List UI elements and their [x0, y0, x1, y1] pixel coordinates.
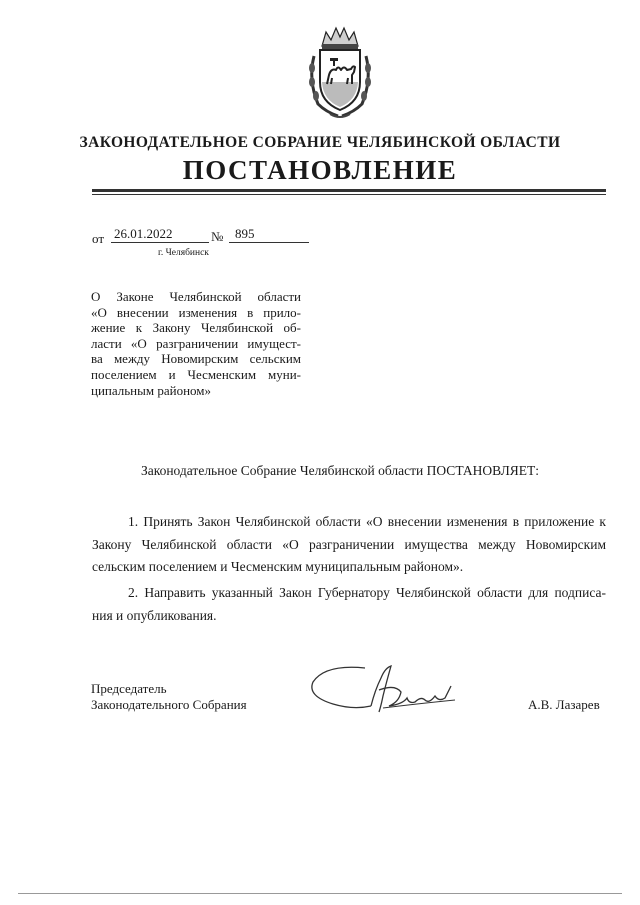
header-rule-thick [92, 189, 606, 192]
subject-line: жение к Закону Челябинской об- [91, 320, 301, 336]
item-line: ния и опубликования. [92, 607, 217, 623]
signatory-title-line: Председатель [91, 681, 167, 696]
handwritten-signature-icon [305, 660, 475, 718]
item-line: 2. Направить указанный Закон Губернатору Челябинской области для подписа- [128, 585, 606, 600]
decree-statement: Законодательное Собрание Челябинской области ПОСТАНОВЛЯЕТ: [140, 463, 540, 478]
resolution-item-1 [92, 511, 606, 579]
footer-rule [18, 893, 622, 894]
header-rule-thin [92, 194, 606, 195]
number-sign: № [211, 229, 224, 244]
item-line: Закону Челябинской области «О разграничении имущества между Новомирским [92, 536, 606, 552]
subject-line: поселением и Чесменским муни- [91, 366, 301, 382]
subject-line: О Законе Челябинской области [91, 289, 301, 304]
document-number: 895 [229, 226, 309, 243]
item-line: 1. Принять Закон Челябинской области «О внесении изменения в приложение к [128, 514, 606, 529]
resolution-item-2 [92, 582, 606, 627]
subject-line: ласти «О разграничении имущест- [91, 335, 301, 351]
signatory-name: А.В. Лазарев [528, 697, 600, 712]
document-type-title: ПОСТАНОВЛЕНИЕ [182, 155, 458, 185]
document-subject [91, 289, 301, 398]
city-label: г. Челябинск [158, 248, 209, 258]
organization-name: ЗАКОНОДАТЕЛЬНОЕ СОБРАНИЕ ЧЕЛЯБИНСКОЙ ОБЛАСТИ [79, 134, 561, 151]
date-prefix: от [92, 231, 105, 246]
subject-line: ципальным районом» [91, 382, 212, 398]
subject-line: ва между Новомирским сельским [91, 351, 301, 367]
subject-line: «О внесении изменения в прило- [91, 304, 301, 320]
signatory-title-line: Законодательного Собрания [91, 697, 247, 712]
item-line: сельским поселением и Чесменским муниципальным районом». [92, 559, 464, 574]
document-date: 26.01.2022 [111, 226, 209, 243]
coat-of-arms-icon [300, 20, 380, 120]
signatory-title [91, 681, 247, 713]
